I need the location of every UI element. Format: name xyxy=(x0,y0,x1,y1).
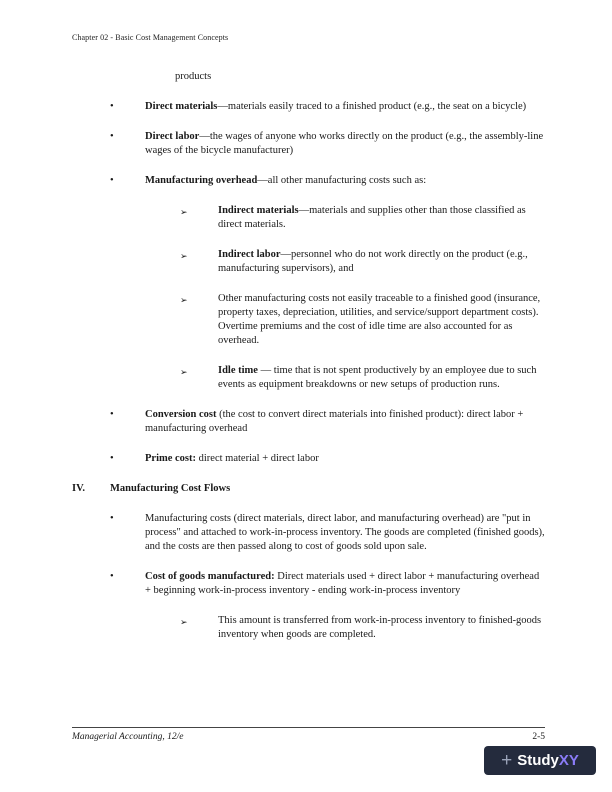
sub-bullet-item xyxy=(180,364,545,392)
section-heading xyxy=(72,482,545,496)
bullet-icon: • xyxy=(110,131,114,142)
brand-name-xy: XY xyxy=(558,752,579,769)
text-run: Manufacturing Cost Flows xyxy=(110,483,231,494)
brand-name-study: Study xyxy=(517,752,559,769)
text-run: Manufacturing overhead—all other manufacturing costs such as: xyxy=(145,175,427,186)
text-run: Conversion cost (the cost to convert direct materials into finished product): direct labor + manufacturing overhead xyxy=(145,409,524,434)
text-run: Prime cost: direct material + direct labor xyxy=(145,453,319,464)
continuation-text: products xyxy=(175,71,212,82)
text-run: Direct labor—the wages of anyone who works directly on the product (e.g., the assembly-line wages of the bicycle manufacturer) xyxy=(145,131,544,156)
footer-book-title: Managerial Accounting, 12/e xyxy=(72,732,184,742)
arrow-bullet-icon: ➢ xyxy=(180,251,188,261)
arrow-bullet-icon: ➢ xyxy=(180,367,188,377)
text-run: Idle time — time that is not spent productively by an employee due to such events as equipment breakdowns or new setups of production runs. xyxy=(218,365,537,390)
footer-page-number: 2-5 xyxy=(532,732,545,742)
content-blocks xyxy=(72,70,545,658)
text-run: Indirect materials—materials and supplies other than those classified as direct materials. xyxy=(218,205,526,230)
text-run: This amount is transferred from work-in-process inventory to finished-goods inventory when goods are completed. xyxy=(218,615,542,640)
bullet-item xyxy=(110,174,545,188)
text-run: Cost of goods manufactured: Direct materials used + direct labor + manufacturing overhead + beginning work-in-process inventory - ending work-in-process inventory xyxy=(145,571,540,596)
plus-icon: + xyxy=(501,750,513,771)
bullet-icon: • xyxy=(110,101,114,112)
section-number: IV. xyxy=(72,483,85,494)
brand-badge xyxy=(484,746,596,775)
bullet-icon: • xyxy=(110,513,114,524)
bullet-item xyxy=(110,512,545,554)
sub-bullet-item xyxy=(180,614,545,642)
bullet-item xyxy=(110,408,545,436)
bullet-item xyxy=(110,130,545,158)
bullet-item xyxy=(110,100,545,114)
sub-bullet-item xyxy=(180,248,545,276)
page-footer xyxy=(72,727,545,742)
arrow-bullet-icon: ➢ xyxy=(180,617,188,627)
bullet-item xyxy=(110,452,545,466)
bullet-icon: • xyxy=(110,409,114,420)
bullet-icon: • xyxy=(110,571,114,582)
page-header: Chapter 02 - Basic Cost Management Concepts xyxy=(72,33,229,42)
text-run: Indirect labor—personnel who do not work directly on the product (e.g., manufacturing supervisors), and xyxy=(218,249,528,274)
bullet-icon: • xyxy=(110,175,114,186)
arrow-bullet-icon: ➢ xyxy=(180,295,188,305)
text-run: Direct materials—materials easily traced to a finished product (e.g., the seat on a bicycle) xyxy=(145,101,527,112)
text-run: Other manufacturing costs not easily traceable to a finished good (insurance, property taxes, depreciation, utilities, and service/support department costs). Overtime premiums and the cost of idle time are also accounted for as overhead. xyxy=(218,293,541,346)
sub-bullet-item xyxy=(180,204,545,232)
bullet-item xyxy=(110,570,545,598)
bullet-icon: • xyxy=(110,453,114,464)
text-run: Manufacturing costs (direct materials, direct labor, and manufacturing overhead) are "put in process" and attached to work-in-process inventory. The goods are completed (finished goods), and the costs are then passed along to cost of goods sold upon sale. xyxy=(145,513,545,552)
sub-bullet-item xyxy=(180,292,545,348)
arrow-bullet-icon: ➢ xyxy=(180,207,188,217)
